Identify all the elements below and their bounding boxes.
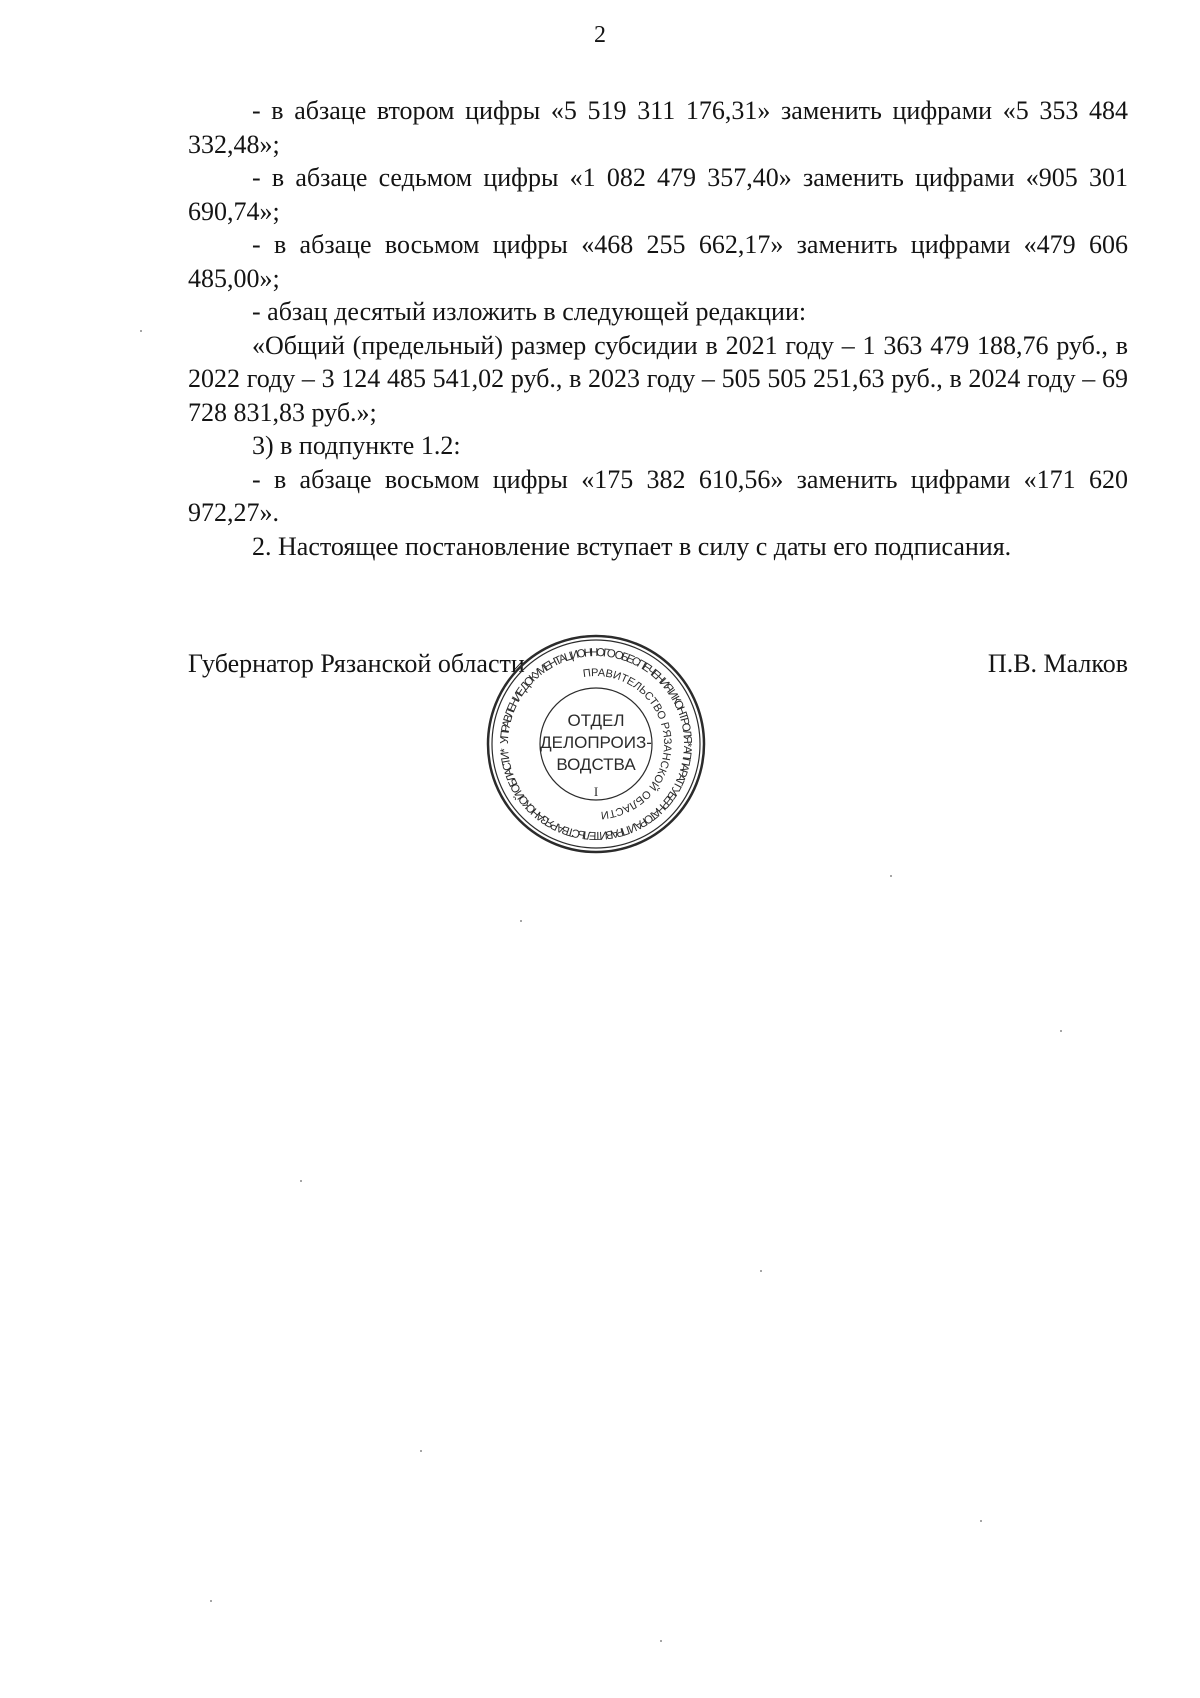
scan-speck (1060, 1030, 1062, 1032)
stamp-center-line-3: ВОДСТВА (556, 755, 636, 774)
scan-speck (760, 1270, 762, 1272)
paragraph-1: - в абзаце втором цифры «5 519 311 176,31» заменить цифрами «5 353 484 332,48»; (188, 96, 1128, 159)
paragraph-6: 3) в подпункте 1.2: (252, 431, 461, 460)
paragraph-3: - в абзаце восьмом цифры «468 255 662,17» заменить цифрами «479 606 485,00»; (188, 230, 1128, 293)
scan-speck (420, 1450, 422, 1452)
scan-speck (300, 1180, 302, 1182)
official-stamp (482, 630, 710, 858)
scan-speck (520, 920, 522, 922)
stamp-number: I (593, 784, 599, 799)
scan-speck (140, 330, 142, 332)
paragraph-7: - в абзаце восьмом цифры «175 382 610,56» заменить цифрами «171 620 972,27». (188, 464, 1128, 527)
page-number: 2 (594, 22, 606, 48)
signatory-position: Губернатор Рязанской области (188, 649, 525, 678)
paragraph-8: 2. Настоящее постановление вступает в силу с даты его подписания. (252, 531, 1012, 561)
scan-speck (980, 1520, 982, 1522)
scan-speck (660, 1640, 662, 1642)
signatory-name: П.В. Малков (987, 649, 1128, 678)
stamp-outer-text: УПРАВЛЕНИЕ ДОКУМЕНТАЦИОННОГО ОБЕСПЕЧЕНИЯ И КОНТРОЛЯ * АППАРАТ ГУБЕРНАТОРА И ПРАВИТЕЛЬСТВА РЯЗАНСКОЙ ОБЛАСТИ * (498, 646, 694, 842)
scan-speck (210, 1600, 212, 1602)
stamp-center-line-1: ОТДЕЛ (567, 711, 625, 730)
paragraph-5: «Общий (предельный) размер субсидии в 2021 году – 1 363 479 188,76 руб., в 2022 году – 3 124 485 541,02 руб., в 2023 году – 505 505 251,63 руб., в 2024 году – 69 728 831,83 руб.»; (188, 330, 1128, 427)
paragraph-4: - абзац десятый изложить в следующей редакции: (252, 297, 807, 326)
stamp-inner-text: ПРАВИТЕЛЬСТВО РЯЗАНСКОЙ ОБЛАСТИ (582, 666, 674, 821)
document-body (188, 94, 1128, 563)
stamp-center-line-2: ДЕЛОПРОИЗ- (540, 733, 652, 752)
scan-speck (890, 875, 892, 877)
paragraph-2: - в абзаце седьмом цифры «1 082 479 357,40» заменить цифрами «905 301 690,74»; (188, 163, 1128, 226)
